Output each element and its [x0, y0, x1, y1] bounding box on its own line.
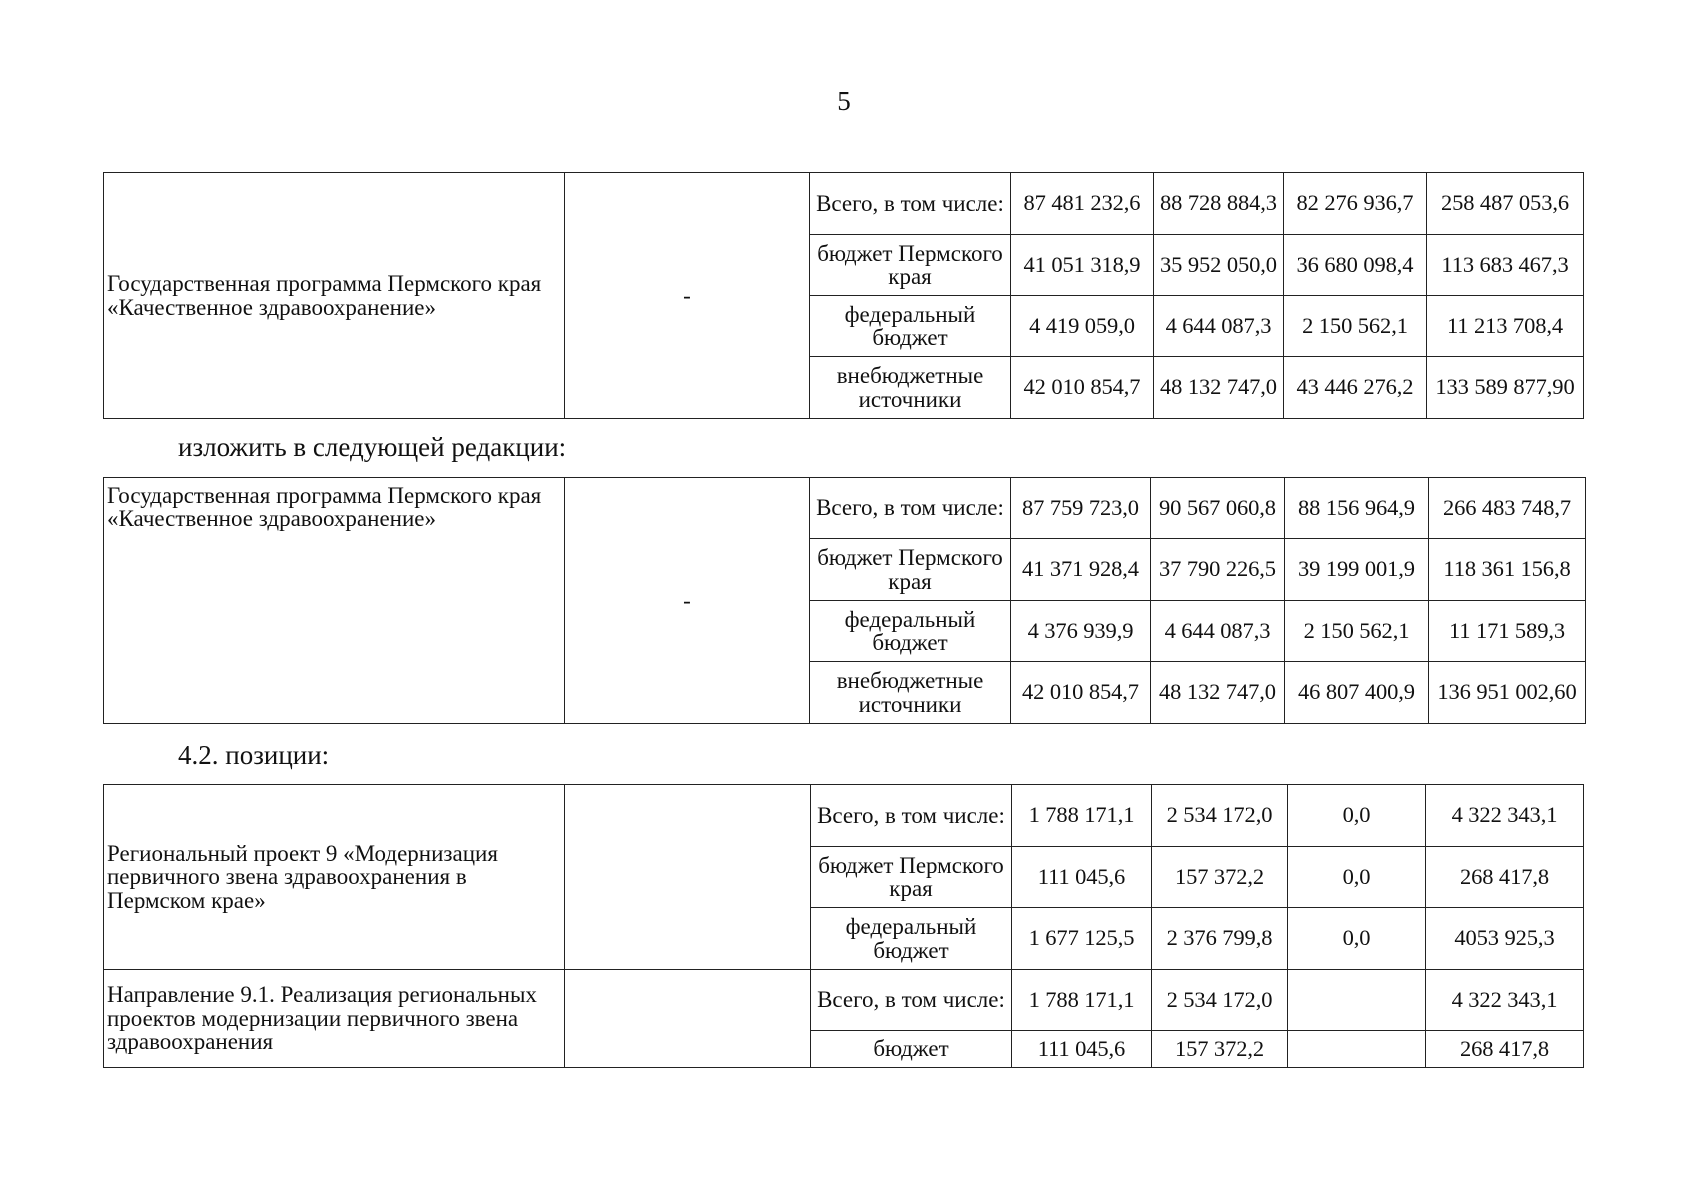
- funding-source-cell: федеральный бюджет: [811, 908, 1012, 970]
- total-cell: 11 213 708,4: [1427, 296, 1584, 357]
- value-cell: 39 199 001,9: [1285, 539, 1429, 601]
- funding-source-cell: бюджет Пермского края: [811, 847, 1012, 908]
- direction-name-cell: Направление 9.1. Реализация региональных проектов модернизации первичного звена здравоохранения: [104, 970, 565, 1068]
- value-cell: 4 419 059,0: [1011, 296, 1154, 357]
- value-cell: [1288, 1031, 1426, 1068]
- funding-source-cell: бюджет: [811, 1031, 1012, 1068]
- funding-source-cell: Всего, в том числе:: [810, 478, 1011, 539]
- total-cell: 258 487 053,6: [1427, 173, 1584, 235]
- value-cell: 1 788 171,1: [1012, 785, 1152, 847]
- project-name-cell: Региональный проект 9 «Модернизация первичного звена здравоохранения в Пермском крае»: [104, 785, 565, 970]
- value-cell: 35 952 050,0: [1154, 235, 1284, 296]
- page-number: 5: [837, 86, 851, 116]
- financing-table-new: [103, 477, 1586, 724]
- value-cell: 0,0: [1288, 785, 1426, 847]
- value-cell: 41 371 928,4: [1011, 539, 1151, 601]
- value-cell: 2 376 799,8: [1152, 908, 1288, 970]
- program-name-cell: Государственная программа Пермского края «Качественное здравоохранение»: [104, 173, 565, 419]
- funding-source-cell: Всего, в том числе:: [811, 970, 1012, 1031]
- funding-source-cell: Всего, в том числе:: [811, 785, 1012, 847]
- value-cell: 87 759 723,0: [1011, 478, 1151, 539]
- value-cell: 4 644 087,3: [1151, 601, 1285, 662]
- total-cell: 4 322 343,1: [1426, 970, 1584, 1031]
- funding-source-cell: внебюджетные источники: [810, 357, 1011, 419]
- value-cell: 4 376 939,9: [1011, 601, 1151, 662]
- value-cell: 82 276 936,7: [1284, 173, 1427, 235]
- table-row: [104, 970, 1584, 1031]
- total-cell: 266 483 748,7: [1429, 478, 1586, 539]
- value-cell: 2 534 172,0: [1152, 970, 1288, 1031]
- code-cell: -: [565, 173, 810, 419]
- funding-source-cell: бюджет Пермского края: [810, 235, 1011, 296]
- funding-source-cell: федеральный бюджет: [810, 296, 1011, 357]
- section-heading: 4.2. позиции:: [178, 740, 330, 770]
- table-row: [104, 173, 1584, 235]
- value-cell: 2 150 562,1: [1284, 296, 1427, 357]
- value-cell: 48 132 747,0: [1154, 357, 1284, 419]
- amendment-heading: изложить в следующей редакции:: [178, 432, 567, 462]
- total-cell: 4053 925,3: [1426, 908, 1584, 970]
- total-cell: 136 951 002,60: [1429, 662, 1586, 724]
- code-cell: [565, 785, 811, 970]
- value-cell: 46 807 400,9: [1285, 662, 1429, 724]
- program-name-cell: Государственная программа Пермского края «Качественное здравоохранение»: [104, 478, 565, 724]
- value-cell: 1 677 125,5: [1012, 908, 1152, 970]
- value-cell: 1 788 171,1: [1012, 970, 1152, 1031]
- value-cell: 90 567 060,8: [1151, 478, 1285, 539]
- value-cell: 0,0: [1288, 847, 1426, 908]
- value-cell: 42 010 854,7: [1011, 662, 1151, 724]
- financing-table-old: [103, 172, 1584, 419]
- total-cell: 268 417,8: [1426, 847, 1584, 908]
- value-cell: 157 372,2: [1152, 1031, 1288, 1068]
- funding-source-cell: бюджет Пермского края: [810, 539, 1011, 601]
- total-cell: 268 417,8: [1426, 1031, 1584, 1068]
- financing-table-positions: [103, 784, 1584, 1068]
- value-cell: 88 156 964,9: [1285, 478, 1429, 539]
- value-cell: 2 150 562,1: [1285, 601, 1429, 662]
- value-cell: [1288, 970, 1426, 1031]
- value-cell: 37 790 226,5: [1151, 539, 1285, 601]
- table-row: [104, 478, 1586, 539]
- value-cell: 4 644 087,3: [1154, 296, 1284, 357]
- total-cell: 11 171 589,3: [1429, 601, 1586, 662]
- value-cell: 36 680 098,4: [1284, 235, 1427, 296]
- total-cell: 113 683 467,3: [1427, 235, 1584, 296]
- table-row: [104, 785, 1584, 847]
- value-cell: 111 045,6: [1012, 1031, 1152, 1068]
- value-cell: 88 728 884,3: [1154, 173, 1284, 235]
- value-cell: 42 010 854,7: [1011, 357, 1154, 419]
- value-cell: 157 372,2: [1152, 847, 1288, 908]
- value-cell: 87 481 232,6: [1011, 173, 1154, 235]
- code-cell: -: [565, 478, 810, 724]
- value-cell: 111 045,6: [1012, 847, 1152, 908]
- funding-source-cell: федеральный бюджет: [810, 601, 1011, 662]
- funding-source-cell: внебюджетные источники: [810, 662, 1011, 724]
- value-cell: 2 534 172,0: [1152, 785, 1288, 847]
- value-cell: 48 132 747,0: [1151, 662, 1285, 724]
- funding-source-cell: Всего, в том числе:: [810, 173, 1011, 235]
- total-cell: 4 322 343,1: [1426, 785, 1584, 847]
- total-cell: 118 361 156,8: [1429, 539, 1586, 601]
- value-cell: 41 051 318,9: [1011, 235, 1154, 296]
- code-cell: [565, 970, 811, 1068]
- value-cell: 0,0: [1288, 908, 1426, 970]
- value-cell: 43 446 276,2: [1284, 357, 1427, 419]
- total-cell: 133 589 877,90: [1427, 357, 1584, 419]
